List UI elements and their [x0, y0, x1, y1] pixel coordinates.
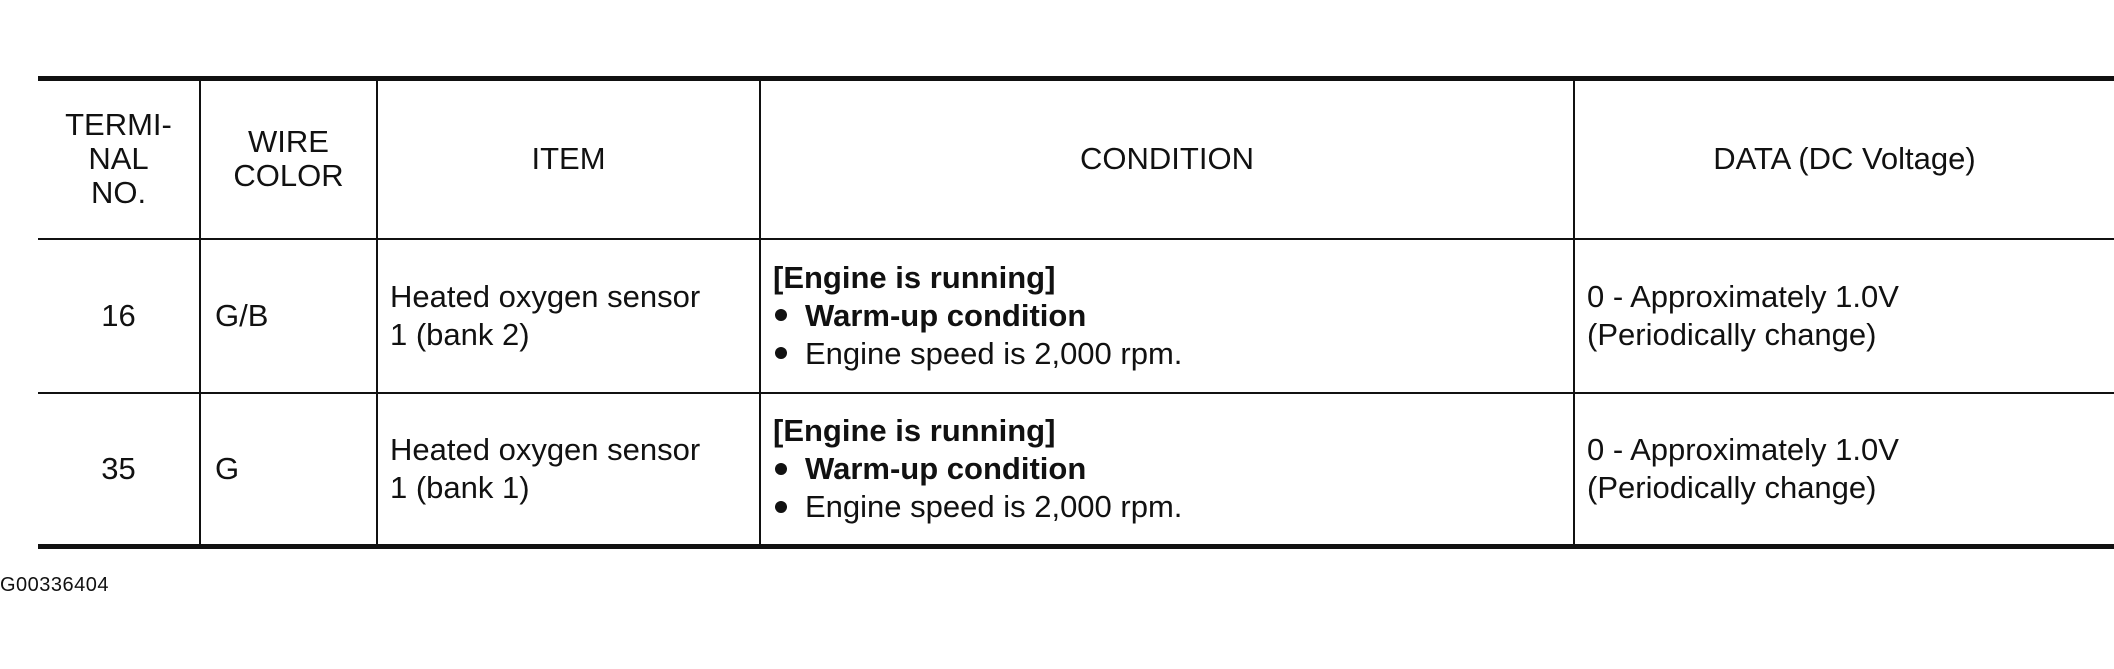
cell-wire-color: G/B — [200, 239, 377, 393]
bullet-icon — [775, 347, 787, 359]
figure-id: G00336404 — [0, 574, 110, 596]
cell-data — [1574, 393, 2114, 547]
header-data: DATA (DC Voltage) — [1574, 79, 2114, 239]
cell-item — [377, 393, 760, 547]
cell-terminal-no: 35 — [38, 393, 200, 547]
header-condition: CONDITION — [760, 79, 1574, 239]
condition-line: Warm-up condition — [773, 297, 1573, 335]
item-text: Heated oxygen sensor 1 (bank 1) — [390, 431, 701, 505]
cell-condition — [760, 239, 1574, 393]
bullet-icon — [775, 463, 787, 475]
data-text: 0 - Approximately 1.0V (Periodically change) — [1587, 431, 1899, 505]
condition-heading: [Engine is running] — [773, 259, 1056, 295]
condition-line: Engine speed is 2,000 rpm. — [773, 335, 1573, 373]
cell-wire-color: G — [200, 393, 377, 547]
bullet-icon — [775, 309, 787, 321]
bullet-icon — [775, 501, 787, 513]
cell-terminal-no: 16 — [38, 239, 200, 393]
header-item: ITEM — [377, 79, 760, 239]
item-text: Heated oxygen sensor 1 (bank 2) — [390, 278, 701, 352]
terminal-data-table-wrapper — [38, 76, 2114, 549]
cell-data — [1574, 239, 2114, 393]
condition-line: Engine speed is 2,000 rpm. — [773, 488, 1573, 526]
condition-line: Warm-up condition — [773, 450, 1573, 488]
data-text: 0 - Approximately 1.0V (Periodically change) — [1587, 278, 1899, 352]
table-row — [38, 393, 2114, 547]
cell-item — [377, 239, 760, 393]
condition-heading: [Engine is running] — [773, 412, 1056, 448]
header-row — [38, 79, 2114, 239]
header-wire-color: WIRE COLOR — [200, 79, 377, 239]
table-row — [38, 239, 2114, 393]
terminal-data-table — [38, 76, 2114, 549]
cell-condition — [760, 393, 1574, 547]
header-terminal-no: TERMI- NAL NO. — [38, 79, 200, 239]
